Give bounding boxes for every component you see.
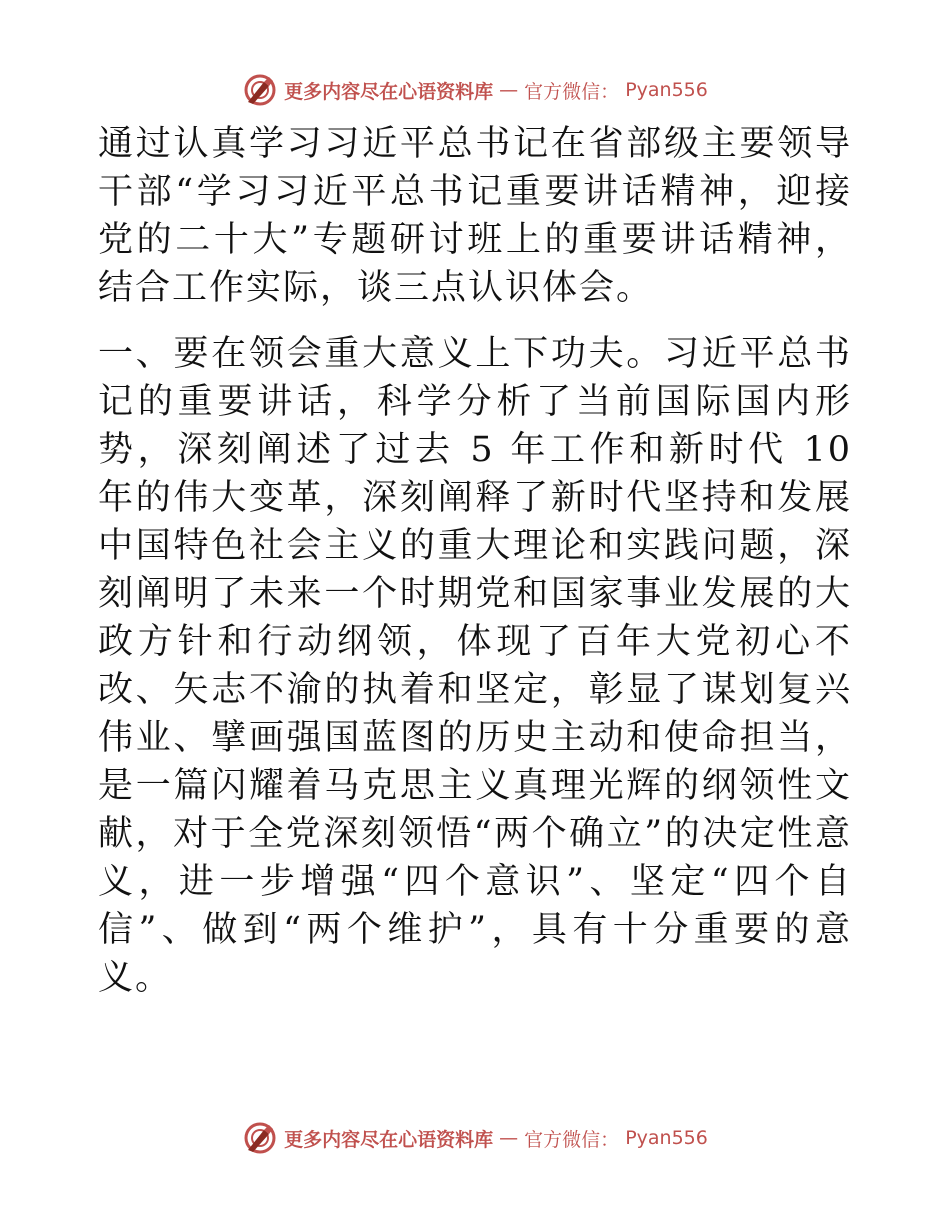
banner-wechat-label: 官方微信： <box>524 80 620 103</box>
footer-banner[interactable] <box>0 1118 950 1158</box>
paragraph-section-one: 一、要在领会重大意义上下功夫。习近平总书记的重要讲话，科学分析了当前国际国内形势，深刻阐述了过去 5 年工作和新时代 10 年的伟大变革，深刻阐释了新时代坚持和发展中国特色社会主义的重大理论和实践问题，深刻阐明了未来一个时期党和国家事业发展的大政方针和行动纲领，体现了百年大党初心不改、矢志不渝的执着和坚定，彰显了谋划复兴伟业、擘画强国蓝图的历史主动和使命担当，是一篇闪耀着马克思主义真理光辉的纲领性文献，对于全党深刻领悟“两个确立”的决定性意义，进一步增强“四个意识”、坚定“四个自信”、做到“两个维护”，具有十分重要的意义。 <box>98 334 852 998</box>
header-banner[interactable] <box>0 70 950 110</box>
banner-wechat-id: Pyan556 <box>625 1127 708 1149</box>
banner-site-text: 更多内容尽在心语资料库 <box>284 1128 494 1151</box>
paragraph-intro: 通过认真学习习近平总书记在省部级主要领导干部“学习习近平总书记重要讲话精神，迎接党的二十大”专题研讨班上的重要讲话精神，结合工作实际，谈三点认识体会。 <box>98 124 852 308</box>
document-body <box>98 120 852 1002</box>
pen-logo-icon <box>242 72 278 108</box>
banner-site-text: 更多内容尽在心语资料库 <box>284 80 494 103</box>
banner-wechat-label: 官方微信： <box>524 1128 620 1151</box>
banner-wechat-id: Pyan556 <box>625 79 708 101</box>
pen-logo-icon <box>242 1120 278 1156</box>
banner-dash: — <box>499 79 519 101</box>
banner-dash: — <box>499 1127 519 1149</box>
